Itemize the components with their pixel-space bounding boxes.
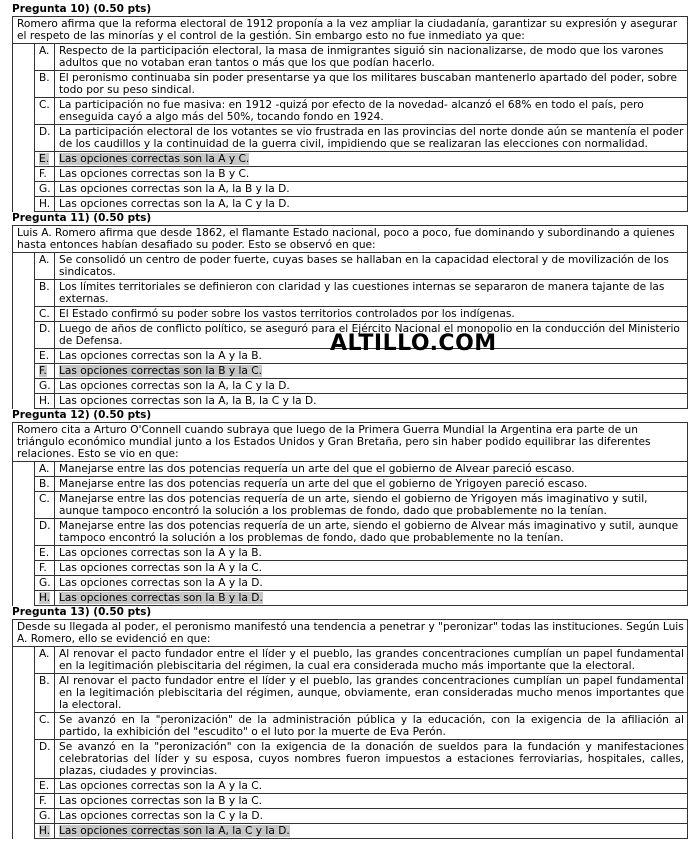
option-letter: A. <box>35 462 55 477</box>
option-row[interactable] <box>13 674 688 713</box>
option-letter: A. <box>35 647 55 674</box>
question-title: Pregunta 13) (0.50 pts) <box>12 606 152 618</box>
option-row[interactable] <box>13 561 688 576</box>
question-table <box>12 225 688 409</box>
question-title: Pregunta 10) (0.50 pts) <box>12 3 152 15</box>
option-letter: H. <box>39 825 51 837</box>
watermark: ALTILLO.COM <box>330 331 497 356</box>
option-letter: B. <box>35 280 55 307</box>
question-stem: Romero afirma que la reforma electoral de 1912 proponía a la vez ampliar la ciudadanía, garantizar su expresión y asegurar el respeto de las minorías y el control de la gestión. Sin embargo esto no fue inmediato ya que: <box>13 17 688 44</box>
option-row-selected[interactable] <box>13 152 688 167</box>
option-text: Las opciones correctas son la A y C. <box>59 153 250 165</box>
option-row[interactable] <box>13 379 688 394</box>
option-letter: E. <box>39 153 50 165</box>
option-letter: F. <box>35 167 55 182</box>
option-text: La participación no fue masiva: en 1912 -quizá por efecto de la novedad- alcanzó el 68% en todo el país, pero enseguida cayó a algo más del 50%, tocando fondo en 1924. <box>55 98 688 125</box>
option-row[interactable] <box>13 462 688 477</box>
exam-sheet <box>12 3 688 839</box>
option-text: Las opciones correctas son la A, la B, la C y la D. <box>55 394 688 409</box>
question-table <box>12 422 688 606</box>
option-letter: C. <box>35 98 55 125</box>
option-text: Las opciones correctas son la A y la C. <box>55 561 688 576</box>
option-letter: D. <box>35 740 55 779</box>
question-stem: Luis A. Romero afirma que desde 1862, el flamante Estado nacional, poco a poco, fue dominando y subordinando a quienes hasta entonces habían desafiado su poder. Esto se observó en que: <box>13 226 688 253</box>
option-text: Se avanzó en la "peronización" de la administración pública y la educación, con la exigencia de la afiliación al partido, la exhibición del "escudito" o el luto por la muerte de Eva Perón. <box>55 713 688 740</box>
option-text: Se consolidó un centro de poder fuerte, cuyas bases se hallaban en la capacidad electoral y de movilización de los sindicatos. <box>55 253 688 280</box>
option-letter: B. <box>35 674 55 713</box>
option-letter: G. <box>35 379 55 394</box>
option-row[interactable] <box>13 307 688 322</box>
option-row[interactable] <box>13 576 688 591</box>
option-text: Las opciones correctas son la C y la D. <box>55 809 688 824</box>
option-row[interactable] <box>13 280 688 307</box>
question-title: Pregunta 12) (0.50 pts) <box>12 409 152 421</box>
option-text: La participación electoral de los votantes se vio frustrada en las provincias del norte donde aún se mantenía el poder de los caudillos y la continuidad de la guerra civil, impidiendo que se realizaran las elecciones con normalidad. <box>55 125 688 152</box>
option-letter: F. <box>35 561 55 576</box>
option-row[interactable] <box>13 647 688 674</box>
option-letter: C. <box>35 307 55 322</box>
option-letter: A. <box>35 44 55 71</box>
option-row[interactable] <box>13 809 688 824</box>
option-row[interactable] <box>13 779 688 794</box>
option-row[interactable] <box>13 546 688 561</box>
option-letter: F. <box>35 794 55 809</box>
option-row[interactable] <box>13 98 688 125</box>
option-row[interactable] <box>13 182 688 197</box>
option-row[interactable] <box>13 167 688 182</box>
question-stem: Romero cita a Arturo O'Connell cuando subraya que luego de la Primera Guerra Mundial la Argentina era parte de un triángulo económico mundial junto a los Estados Unidos y Gran Bretaña, pero sin haber podido equilibrar las diferentes relaciones. Esto se vio en que: <box>13 423 688 462</box>
option-row[interactable] <box>13 519 688 546</box>
option-letter: F. <box>39 365 47 377</box>
option-text: Las opciones correctas son la A, la C y la D. <box>55 379 688 394</box>
option-letter: H. <box>35 394 55 409</box>
option-row[interactable] <box>13 394 688 409</box>
option-letter: G. <box>35 182 55 197</box>
option-letter: C. <box>35 713 55 740</box>
option-text: Las opciones correctas son la A y la D. <box>55 576 688 591</box>
question-title: Pregunta 11) (0.50 pts) <box>12 212 152 224</box>
option-text: Al renovar el pacto fundador entre el líder y el pueblo, las grandes concentraciones cumplían un papel fundamental en la legitimación plebiscitaria del régimen, aunque, obviamente, eran consideradas mucho menos importantes que la electoral. <box>55 674 688 713</box>
option-row[interactable] <box>13 713 688 740</box>
option-letter: G. <box>35 809 55 824</box>
question-table <box>12 16 688 212</box>
question-table <box>12 619 688 839</box>
option-row-selected[interactable] <box>13 824 688 839</box>
option-letter: G. <box>35 576 55 591</box>
option-text: El peronismo continuaba sin poder presentarse ya que los militares buscaban mantenerlo apartado del poder, sobre todo por su peso sindical. <box>55 71 688 98</box>
option-letter: B. <box>35 477 55 492</box>
option-letter: B. <box>35 71 55 98</box>
option-row-selected[interactable] <box>13 591 688 606</box>
option-letter: D. <box>35 125 55 152</box>
option-letter: H. <box>35 197 55 212</box>
option-text: El Estado confirmó su poder sobre los vastos territorios controlados por los indígenas. <box>55 307 688 322</box>
option-text: Manejarse entre las dos potencias requería un arte del que el gobierno de Yrigoyen pareció escaso. <box>55 477 688 492</box>
option-row-selected[interactable] <box>13 364 688 379</box>
option-text: Respecto de la participación electoral, la masa de inmigrantes siguió sin nacionalizarse, de modo que los varones adultos que no votaban eran tantos o más que los que podían hacerlo. <box>55 44 688 71</box>
option-text: Las opciones correctas son la A, la C y la D. <box>59 825 290 837</box>
option-row[interactable] <box>13 794 688 809</box>
option-text: Las opciones correctas son la A y la C. <box>55 779 688 794</box>
option-row[interactable] <box>13 477 688 492</box>
option-text: Las opciones correctas son la A y la B. <box>55 546 688 561</box>
option-row[interactable] <box>13 71 688 98</box>
option-letter: E. <box>35 546 55 561</box>
option-text: Las opciones correctas son la A, la C y la D. <box>55 197 688 212</box>
option-row[interactable] <box>13 44 688 71</box>
option-letter: H. <box>39 592 51 604</box>
option-text: Se avanzó en la "peronización" con la exigencia de la donación de sueldos para la fundación y manifestaciones celebratorias del líder y su esposa, cuyos nombres fueron impuestos a estaciones ferroviarias, hospitales, calles, plazas, ciudades y provincias. <box>55 740 688 779</box>
option-text: Las opciones correctas son la A y la B. <box>55 349 688 364</box>
option-row[interactable] <box>13 740 688 779</box>
option-text: Las opciones correctas son la B y la C. <box>59 365 263 377</box>
option-row[interactable] <box>13 125 688 152</box>
option-text: Las opciones correctas son la B y la C. <box>55 794 688 809</box>
option-letter: D. <box>35 322 55 349</box>
option-letter: E. <box>35 349 55 364</box>
option-text: Las opciones correctas son la B y C. <box>55 167 688 182</box>
option-text: Manejarse entre las dos potencias requería un arte del que el gobierno de Alvear pareció escaso. <box>55 462 688 477</box>
option-text: Las opciones correctas son la B y la D. <box>59 592 263 604</box>
option-text: Los límites territoriales se definieron con claridad y las cuestiones internas se separaron de manera tajante de las externas. <box>55 280 688 307</box>
option-letter: D. <box>35 519 55 546</box>
question-stem: Desde su llegada al poder, el peronismo manifestó una tendencia a penetrar y "peronizar" todas las instituciones. Según Luis A. Romero, ello se evidenció en que: <box>13 620 688 647</box>
option-letter: A. <box>35 253 55 280</box>
option-letter: E. <box>35 779 55 794</box>
option-row[interactable] <box>13 197 688 212</box>
option-text: Las opciones correctas son la A, la B y la D. <box>55 182 688 197</box>
option-text: Manejarse entre las dos potencias requería de un arte, siendo el gobierno de Yrigoyen más imaginativo y sutil, aunque tampoco encontró la solución a los problemas de fondo, dado que probablemente no la tenían. <box>55 492 688 519</box>
option-row[interactable] <box>13 253 688 280</box>
option-text: Manejarse entre las dos potencias requería de un arte, siendo el gobierno de Alvear más imaginativo y sutil, aunque tampoco encontró la solución a los problemas de fondo, dado que probablemente no la tenían. <box>55 519 688 546</box>
option-text: Al renovar el pacto fundador entre el líder y el pueblo, las grandes concentraciones cumplían un papel fundamental en la legitimación plebiscitaria del régimen, la cual era considerada mucho más importante que la electoral. <box>55 647 688 674</box>
option-letter: C. <box>35 492 55 519</box>
option-text: Luego de años de conflicto político, se aseguró para el Ejército Nacional el monopolio en la conducción del Ministerio de Defensa. <box>55 322 688 349</box>
option-row[interactable] <box>13 492 688 519</box>
